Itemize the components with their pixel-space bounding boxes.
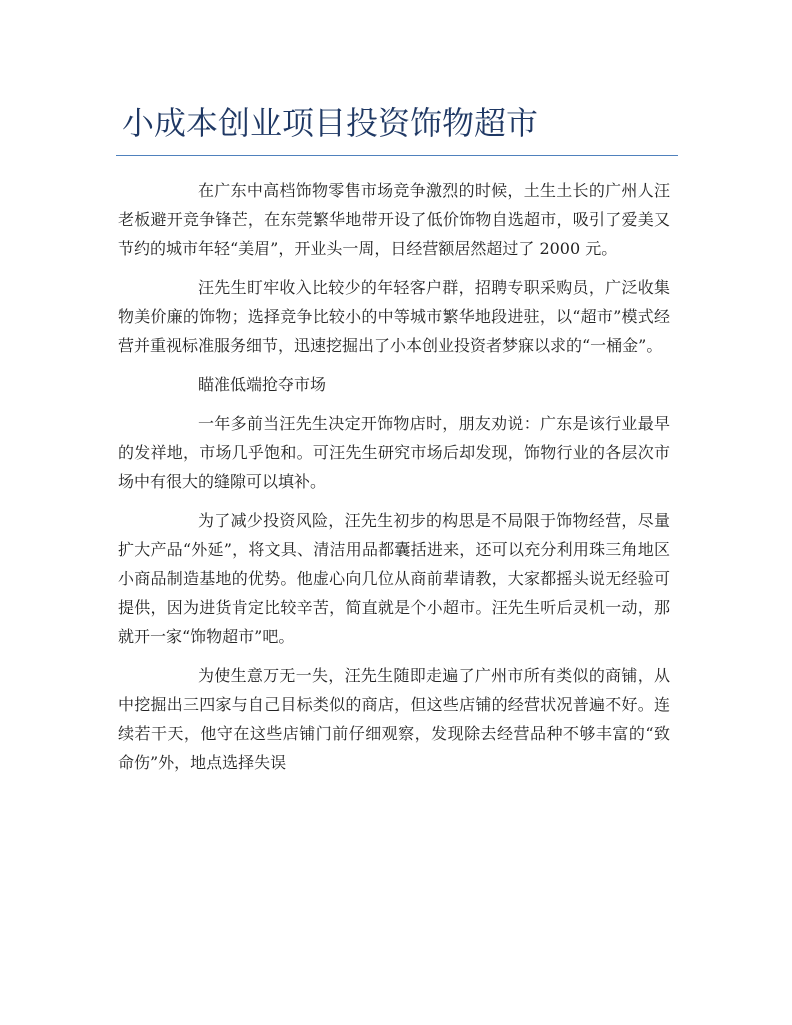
paragraph-2: 汪先生盯牢收入比较少的年轻客户群，招聘专职采购员，广泛收集物美价廉的饰物；选择竞争比较小的中等城市繁华地段进驻，以“超市”模式经营并重视标准服务细节，迅速挖掘出了小本创业投资者梦寐以求的“一桶金”。 [118, 278, 670, 355]
section-heading: 瞄准低端抢夺市场 [198, 375, 327, 394]
paragraph-3: 一年多前当汪先生决定开饰物店时，朋友劝说：广东是该行业最早的发祥地，市场几乎饱和。可汪先生研究市场后却发现，饰物行业的各层次市场中有很大的缝隙可以填补。 [118, 414, 670, 491]
document-body [118, 176, 670, 787]
paragraph-5: 为使生意万无一失，汪先生随即走遍了广州市所有类似的商铺，从中挖掘出三四家与自己目标类似的商店，但这些店铺的经营状况普遍不好。连续若干天，他守在这些店铺门前仔细观察，发现除去经营品种不够丰富的“致命伤”外，地点选择失误 [118, 666, 670, 772]
paragraph-4: 为了减少投资风险，汪先生初步的构思是不局限于饰物经营，尽量扩大产品“外延”，将文具、清洁用品都囊括进来，还可以充分利用珠三角地区小商品制造基地的优势。他虚心向几位从商前辈请教，大家都摇头说无经验可提供，因为进货肯定比较辛苦，简直就是个小超市。汪先生听后灵机一动，那就开一家“饰物超市”吧。 [118, 511, 670, 646]
paragraph-1: 在广东中高档饰物零售市场竞争激烈的时候，土生土长的广州人汪老板避开竞争锋芒，在东莞繁华地带开设了低价饰物自选超市，吸引了爱美又节约的城市年轻“美眉”，开业头一周，日经营额居然超过了 2000 元。 [118, 181, 670, 258]
title-underline [116, 155, 678, 156]
page-title: 小成本创业项目投资饰物超市 [122, 104, 539, 142]
